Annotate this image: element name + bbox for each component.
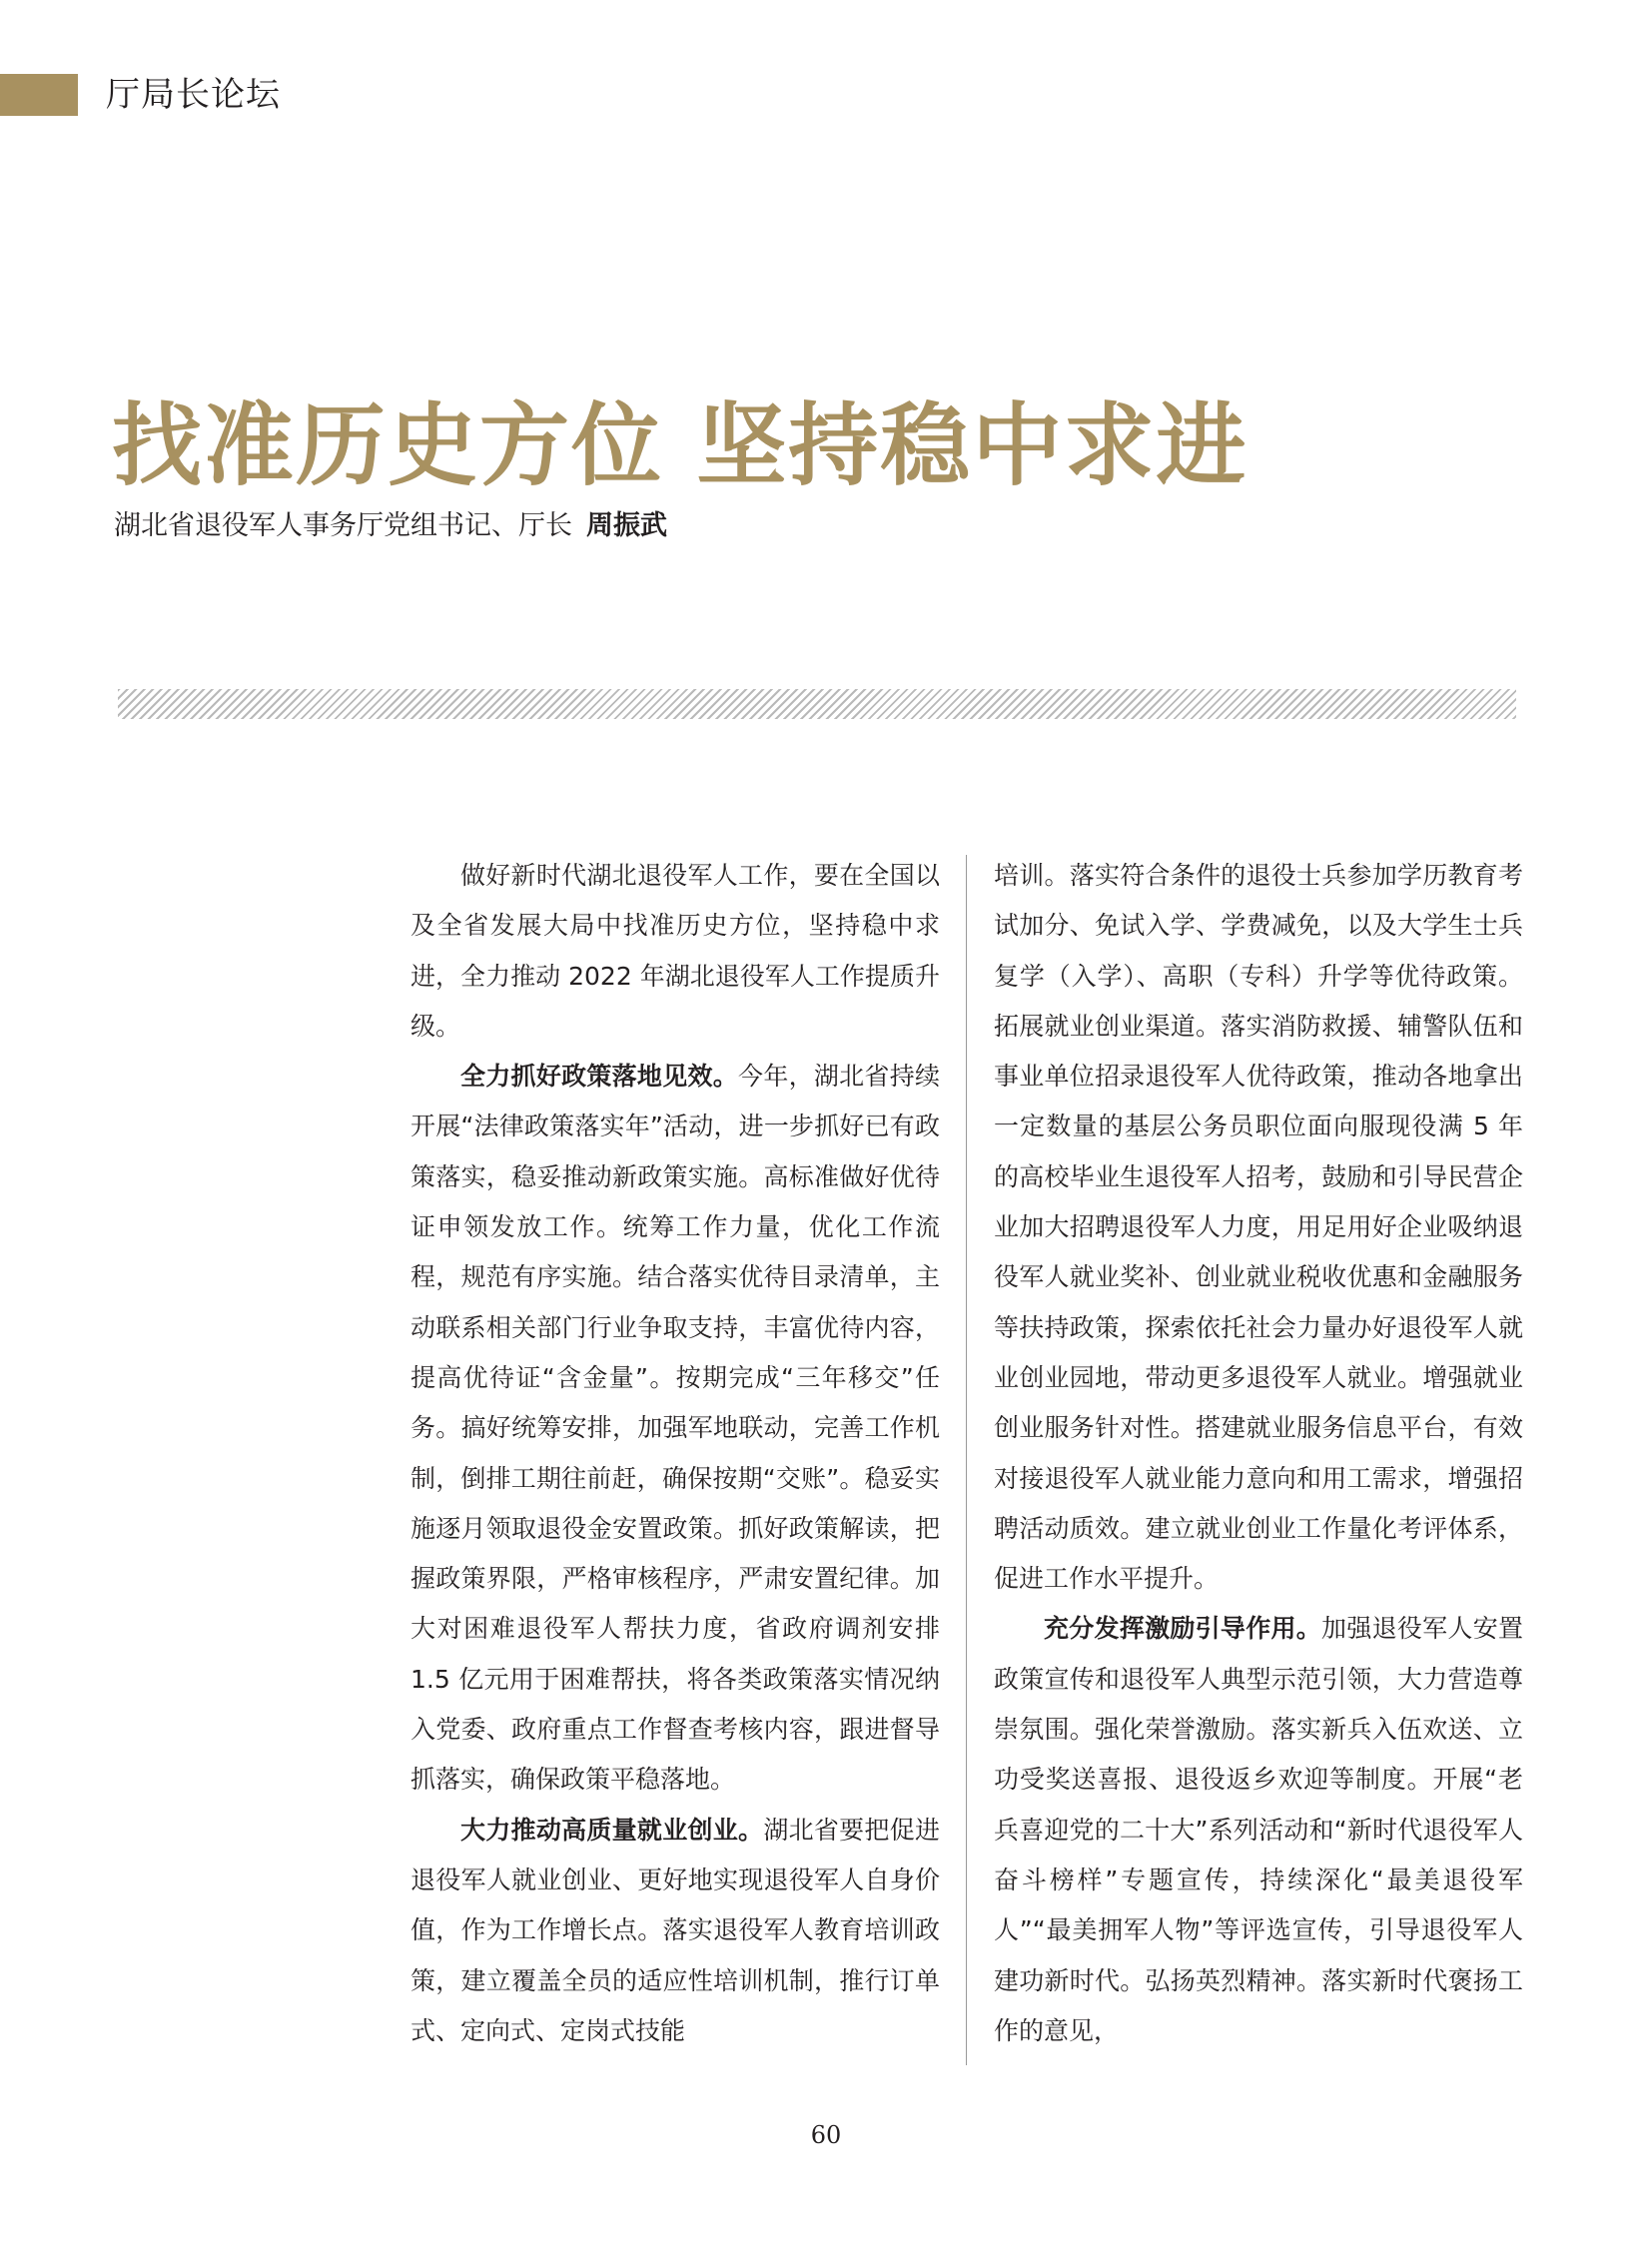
hatched-divider (118, 689, 1516, 719)
section-label: 厅局长论坛 (106, 75, 281, 115)
intro-paragraph: 做好新时代湖北退役军人工作，要在全国以及全省发展大局中找准历史方位，坚持稳中求进，全力推动 2022 年湖北退役军人工作提质升级。 (411, 861, 940, 1041)
byline-affiliation: 湖北省退役军人事务厅党组书记、厅长 (114, 510, 572, 541)
section-paragraph-1 (411, 1052, 940, 1805)
section-3-lead: 充分发挥激励引导作用。 (1044, 1614, 1322, 1644)
section-2-text: 湖北省要把促进退役军人就业创业、更好地实现退役军人自身价值，作为工作增长点。落实退役军人教育培训政策，建立覆盖全员的适应性培训机制，推行订单式、定向式、定岗式技能 (411, 1815, 940, 2045)
column-rule (966, 855, 967, 2065)
byline (114, 506, 667, 546)
left-column (411, 851, 940, 2056)
section-3-text: 加强退役军人安置政策宣传和退役军人典型示范引领，大力营造尊崇氛围。强化荣誉激励。落实新兵入伍欢送、立功受奖送喜报、退役返乡欢迎等制度。开展“老兵喜迎党的二十大”系列活动和“新时代退役军人奋斗榜样”专题宣传，持续深化“最美退役军人”“最美拥军人物”等评选宣传，引导退役军人建功新时代。弘扬英烈精神。落实新时代褒扬工作的意见， (994, 1614, 1523, 2045)
section-paragraph-3 (994, 1604, 1523, 2056)
section-paragraph-2 (411, 1806, 940, 2056)
section-2-lead: 大力推动高质量就业创业。 (460, 1815, 764, 1845)
section-1-text: 今年，湖北省持续开展“法律政策落实年”活动，进一步抓好已有政策落实，稳妥推动新政策实施。高标准做好优待证申领发放工作。统筹工作力量，优化工作流程，规范有序实施。结合落实优待目录清单，主动联系相关部门行业争取支持，丰富优待内容，提高优待证“含金量”。按期完成“三年移交”任务。搞好统筹安排，加强军地联动，完善工作机制，倒排工期往前赶，确保按期“交账”。稳妥实施逐月领取退役金安置政策。抓好政策解读，把握政策界限，严格审核程序，严肃安置纪律。加大对困难退役军人帮扶力度，省政府调剂安排 1.5 亿元用于困难帮扶，将各类政策落实情况纳入党委、政府重点工作督查考核内容，跟进督导抓落实，确保政策平稳落地。 (411, 1062, 940, 1795)
article-title: 找准历史方位 坚持稳中求进 (112, 393, 1248, 498)
continuation-paragraph: 培训。落实符合条件的退役士兵参加学历教育考试加分、免试入学、学费减免，以及大学生士兵复学（入学）、高职（专科）升学等优待政策。拓展就业创业渠道。落实消防救援、辅警队伍和事业单位招录退役军人优待政策，推动各地拿出一定数量的基层公务员职位面向服现役满 5 年的高校毕业生退役军人招考，鼓励和引导民营企业加大招聘退役军人力度，用足用好企业吸纳退役军人就业奖补、创业就业税收优惠和金融服务等扶持政策，探索依托社会力量办好退役军人就业创业园地，带动更多退役军人就业。增强就业创业服务针对性。搭建就业服务信息平台，有效对接退役军人就业能力意向和用工需求，增强招聘活动质效。建立就业创业工作量化考评体系，促进工作水平提升。 (994, 861, 1523, 1594)
section-1-lead: 全力抓好政策落地见效。 (460, 1062, 739, 1092)
byline-author: 周振武 (586, 510, 667, 541)
page-number: 60 (810, 2121, 842, 2149)
right-column (994, 851, 1523, 2056)
section-marker-bar (0, 74, 78, 116)
